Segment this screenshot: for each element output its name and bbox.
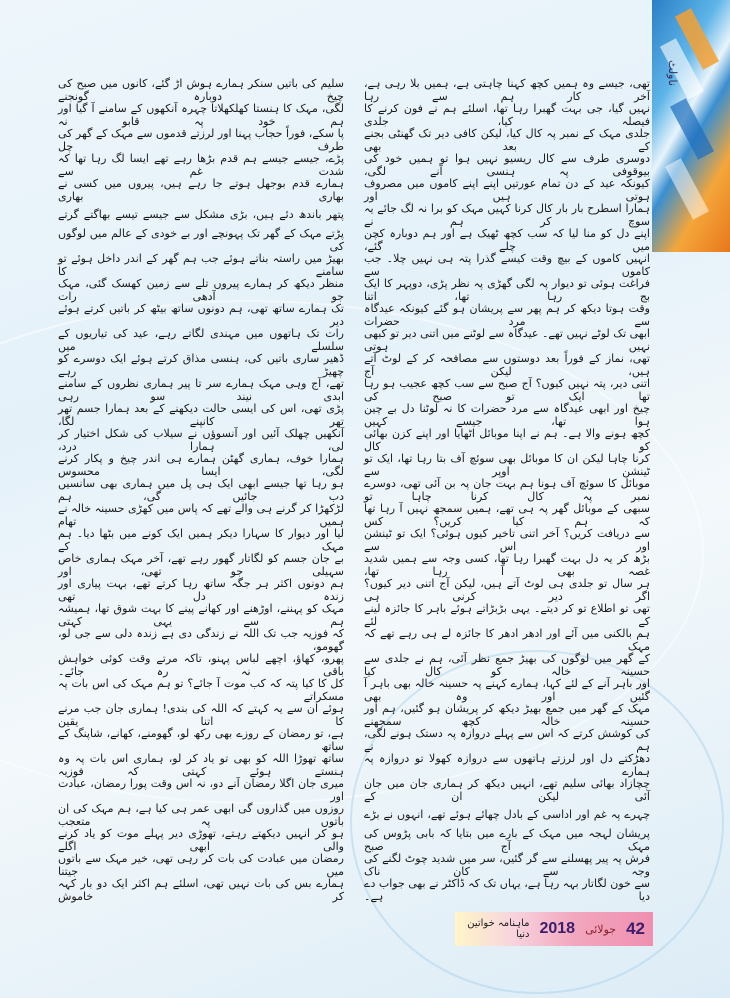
text-line: [364, 153, 650, 178]
text-line: [364, 378, 650, 403]
text-line: [58, 753, 344, 778]
text-line: [58, 603, 344, 628]
issue-year: 2018: [539, 920, 576, 937]
text-line-content: کچھ ہونے والا ہے۔ ہم نے اپنا موبائل اٹھایا اور اپنے کزن بھائی کو کال: [364, 427, 650, 453]
text-line: [58, 853, 344, 878]
text-line-content: منظر دیکھ کر ہمارے پیروں تلے سے زمین کھسک گئی، مہک جو آدھی رات: [58, 277, 344, 303]
text-line-content: ساتھ تھوڑا اللہ کو بھی تو یاد کر لو، ہماری اس بات پہ وہ ہنستے ہوئے کہتی کہ فوزیہ: [58, 752, 344, 778]
text-line: [364, 703, 650, 728]
text-line: [58, 378, 344, 403]
text-line-content: دھڑکتے دل اور لرزتے ہاتھوں سے دروازہ کھولا تو دروازہ پہ ہمارے: [364, 752, 650, 778]
text-line: [58, 278, 344, 303]
text-line: [364, 528, 650, 553]
text-line: [364, 203, 650, 228]
text-line: [364, 328, 650, 353]
text-line: [364, 253, 650, 278]
text-line: [364, 278, 650, 303]
text-line: [58, 728, 344, 753]
text-line-content: ڈھیر ساری باتیں کی، ہنسی مذاق کرتے ہوئے ایک دوسرے کو چھیڑ رہے: [58, 352, 344, 378]
text-line: [58, 828, 344, 853]
text-line: [364, 103, 650, 128]
text-line-content: کیونکہ عید کے دن تمام عورتیں اپنے اپنے کاموں میں مصروف ہوتی ہیں اور: [364, 177, 650, 203]
text-line-content: کی کوشش کرتے کہ اس سے پہلے دروازہ پہ دستک ہونے لگی، ہم نے: [364, 727, 650, 753]
text-line: [58, 128, 344, 153]
page-footer: [455, 912, 653, 946]
magazine-name: ماہنامہ خواتین دنیا: [467, 918, 530, 940]
text-line: [364, 478, 650, 503]
text-line: [364, 603, 650, 628]
text-line: [58, 203, 344, 228]
text-line: [364, 78, 650, 103]
text-line: [364, 753, 650, 778]
text-line: [58, 253, 344, 278]
text-line-content: پریشان لہجہ میں مہک کے بارے میں بتایا کہ بابی پڑوس کی مہک آج صبح: [364, 827, 650, 853]
section-label: ناولٹ: [666, 60, 679, 86]
text-line-content: پتھر باندھ دئے ہیں، بڑی مشکل سے جیسے تیسے بھاگتے گرتے: [58, 208, 344, 222]
text-line: [364, 628, 650, 653]
text-line-content: کل کا کیا پتہ کہ کب موت آ جائے؟ تو ہم مہک کی اس بات پہ مسکراتے: [58, 677, 344, 703]
text-line-content: وقت ہوتا دیکھ کر ہم پھر سے پریشان ہو گئے کیونکہ عیدگاہ سے مرد حضرات: [364, 302, 650, 328]
text-line-content: چہرے پہ غم اور اداسی کے بادل چھائے ہوئے تھے، انہوں نے بڑے: [364, 808, 650, 822]
text-line-content: پڑے، جیسے جیسے ہم قدم بڑھا رہے تھے ایسا لگ رہا تھا کہ شدت غم سے: [58, 152, 344, 178]
text-line-content: مہک کے گھر میں جمع بھیڑ دیکھ کر پریشان ہو گئیں، ہم اور حسینہ خالہ کچھ سمجھنے: [364, 702, 650, 728]
text-line: [58, 228, 344, 253]
text-line-content: اتنی دیر، پتہ نہیں کیوں؟ آج صبح سے سب کچھ عجیب ہو رہا تھا ایک تو صبح کی: [364, 377, 650, 403]
text-line-content: نہیں گیا، جی بہت گھبرا رہا تھا، اسلئے ہم نے فون کرنے کا فیصلہ کیا، جلدی: [364, 102, 650, 128]
text-line-content: ہمارا اسطرح بار بار کال کرنا کہیں مہک کو برا نہ لگ جائے یہ سوچ کر ہم نے: [364, 202, 650, 228]
text-line: [58, 778, 344, 803]
issue-month: جولائی: [585, 922, 617, 936]
text-line-content: لگی، مہک کا ہنستا کھلکھلاتا چہرہ آنکھوں کے سامنے آ گیا اور ہم خود پہ قابو نہ: [58, 102, 344, 128]
text-line-content: پڑتے مہک کے گھر تک پہونچے اور بے خودی کے عالم میں لوگوں کی: [58, 227, 344, 253]
text-line-content: بھیڑ میں راستہ بناتے ہوئے جب ہم گھر کے اندر داخل ہوئے تو سامنے کا: [58, 252, 344, 278]
text-line-content: لڑکھڑا کر گرنے ہی والے تھے کہ پاس میں کھڑی حسینہ خالہ نے ہمیں تھام: [58, 502, 344, 528]
text-line: [364, 678, 650, 703]
text-line-content: تک ہمارے ساتھ تھی، ہم دونوں ساتھ بیٹھ کر باتیں کرتے ہوئے دیر: [58, 302, 344, 328]
text-line-content: چیخ اور ابھی عیدگاہ سے مرد حضرات کا نہ لوٹنا دل بے چین ہوا تھا، جیسے کہیں: [364, 402, 650, 428]
text-line: [364, 653, 650, 678]
text-line-content: کہ فوزیہ جب تک اللہ نے زندگی دی ہے زندہ دلی سے جی لو، گھومو،: [58, 627, 344, 653]
text-line: [364, 353, 650, 378]
text-line: [364, 453, 650, 478]
text-line: [364, 803, 650, 828]
text-line: [58, 103, 344, 128]
text-line: [364, 503, 650, 528]
text-line: [58, 78, 344, 103]
text-line-content: فراغت ہوئی تو دیوار پہ لگی گھڑی پہ نظر پڑی، دوپہر کا ایک بج رہا تھا، اتنا: [364, 277, 650, 303]
text-line-content: دوسری طرف سے کال ریسیو نہیں ہوا تو ہمیں خود کی بیوقوفی پہ ہنسی آنے لگی،: [364, 152, 650, 178]
decorative-header-panel: [652, 0, 730, 252]
text-line: [364, 778, 650, 803]
text-line-content: ابھی تک لوٹے نہیں تھے۔ عیدگاہ سے لوٹنے میں اتنی دیر تو کبھی نہیں ہوتی: [364, 327, 650, 353]
text-line-content: ہوئے ان سے یہ کہتے کہ اللہ کی بندی! ہماری جان جب مرنے کا اتنا یقین: [58, 702, 344, 728]
text-line: [364, 853, 650, 878]
text-line-content: رات تک ہاتھوں میں مہندی لگاتے رہے، عید کی تیاریوں کے سلسلے میں: [58, 327, 344, 353]
text-line: [364, 728, 650, 753]
text-line: [58, 453, 344, 478]
text-line-content: پھرو، کھاؤ، اچھے لباس پہنو، تاکہ مرتے وقت کوئی خواہش باقی نہ رہ جائے۔: [58, 652, 344, 678]
text-line: [58, 478, 344, 503]
text-line-content: اور باہر آنے کے لئے کہا، ہمارے کہنے پہ حسینہ خالہ بھی باہر آ گئیں اور وہ بھی: [364, 677, 650, 703]
text-line-content: کے گھر میں لوگوں کی بھیڑ جمع نظر آئی، ہم نے جلدی سے حسینہ خالہ کو کال کیا: [364, 652, 650, 678]
text-line-content: کرنا چاہا لیکن ان کا موبائل بھی سوئچ آف بتا رہا تھا، ایک تو ٹینشن اوپر سے: [364, 452, 650, 478]
text-line: [364, 878, 650, 903]
text-line: [58, 528, 344, 553]
text-line: [58, 503, 344, 528]
text-line-content: سبھی کے موبائل گھر پہ ہی تھے، ہمیں سمجھ نہیں آ رہا تھا کہ ہم کیا کریں؟ کس: [364, 502, 650, 528]
text-line-content: تھی، نماز کے فوراً بعد دوستوں سے مصافحہ کر کے لوٹ آتے ہیں، لیکن آج: [364, 352, 650, 378]
text-line: [58, 153, 344, 178]
text-line-content: ہو رہا تھا جیسے ابھی ایک ہی پل میں ہماری بھی سانسیں دب جائیں گی، ہم: [58, 477, 344, 503]
text-line-content: فرش پہ پیر پھسلنے سے گر گئیں، سر میں شدید چوٹ لگنے کی وجہ سے کان ناک: [364, 852, 650, 878]
text-line: [58, 628, 344, 653]
text-line-content: ہمارا خوف، ہماری گھٹن ہمارے ہی اندر چیخ و پکار کرنے لگی، ایسا محسوس: [58, 452, 344, 478]
text-line-content: انہیں کاموں کے بیچ وقت کیسے گذرا پتہ ہی نہیں چلا۔ جب کاموں سے: [364, 252, 650, 278]
text-line: [58, 803, 344, 828]
text-line: [58, 178, 344, 203]
text-line-content: ہم بالکنی میں آئے اور ادھر ادھر کا جائزہ لے ہی رہے تھے کہ مہک: [364, 627, 650, 653]
text-line-content: روزوں میں گذاروں گی ابھی عمر ہی کیا ہے، ہم مہک کی ان باتوں پہ متعجب: [58, 802, 344, 828]
text-line-content: ہم دونوں اکثر ہر جگہ ساتھ رہا کرتے تھے، بہت پیاری اور زندہ دل تھی: [58, 577, 344, 603]
text-line-content: بڑھ کر یہ دل بہت گھبرا رہا تھا، کسی وجہ سے ہمیں شدید غصہ بھی آ رہا تھا،: [364, 552, 650, 578]
text-line: [58, 328, 344, 353]
text-line-content: تھی تو اطلاع تو کر دیتے۔ یہی بڑبڑاتے ہوئے باہر کا جائزہ لینے کے لئے: [364, 602, 650, 628]
text-line-content: سے دریافت کریں؟ آخر اتنی تاخیر کیوں ہوئی؟ ایک تو ٹینشن اور اس سے: [364, 527, 650, 553]
text-line-content: تھی، جیسے وہ ہمیں کچھ کہنا چاہتی ہے، ہمیں بلا رہی ہے، آخر کار ہم سے رہا: [364, 77, 650, 103]
text-line: [58, 578, 344, 603]
text-line-content: ہمارے قدم بوجھل ہوتے جا رہے ہیں، پیروں میں کسی نے بھاری بھاری: [58, 177, 344, 203]
text-line: [364, 403, 650, 428]
text-line-content: لیا اور دیوار کا سہارا دیکر ہمیں ایک کونے میں بٹھا دیا۔ ہم مہک کے: [58, 527, 344, 553]
page-number: 42: [626, 919, 645, 938]
text-line-content: پڑی تھی، اس کی ایسی حالت دیکھنے کے بعد ہمارا جسم تھر تھر کانپنے لگا،: [58, 402, 344, 428]
text-line: [58, 353, 344, 378]
text-line: [364, 428, 650, 453]
text-line-content: ہمارے بس کی بات نہیں تھی، اسلئے ہم اکثر ایک دو بار کہہ کر خاموش: [58, 877, 344, 903]
text-line-content: ہو کر انہیں دیکھتے رہتے، تھوڑی دیر پہلے موت کو یاد کرنے والی ابھی اگلے: [58, 827, 344, 853]
text-line-content: اپنے دل کو منا لیا کہ سب کچھ ٹھیک ہے اور ہم دوبارہ کچن میں چلے گئے،: [364, 227, 650, 253]
text-line-content: میری جان اگلا رمضان آنے دو، نہ اس وقت پورا رمضان، عبادت اور: [58, 777, 344, 803]
text-line-content: پا سکے، فوراً حجاب پہنا اور لرزتے قدموں سے مہک کے گھر کی طرف چل: [58, 127, 344, 153]
text-column-left: [58, 78, 344, 903]
text-line-content: بے جان جسم کو لگاتار گھور رہے تھے، آخر مہک ہماری خاص سہیلی جو تھی، اور: [58, 552, 344, 578]
text-line: [58, 553, 344, 578]
text-line: [364, 128, 650, 153]
text-line: [58, 303, 344, 328]
text-line-content: چچازاد بھائی سلیم تھے، انہیں دیکھ کر ہماری جان میں جان آئی لیکن ان کے: [364, 777, 650, 803]
text-line-content: تھے، آج وہی مہک ہمارے سر تا پیر ہماری نظروں کے سامنے ابدی نیند سو رہی: [58, 377, 344, 403]
text-line: [58, 678, 344, 703]
text-column-right: [364, 78, 650, 903]
text-line: [364, 553, 650, 578]
text-line-content: سے خون لگاتار بہہ رہا ہے، یہاں تک کہ ڈاکٹر نے بھی جواب دے دیا ہے۔: [364, 877, 650, 903]
text-line: [58, 703, 344, 728]
text-line: [58, 878, 344, 903]
text-line-content: سلیم کی باتیں سنکر ہمارے ہوش اڑ گئے، کانوں میں صبح کی چیخ دوبارہ گونجنے: [58, 77, 344, 103]
text-line-content: مہک کو پہننے، اوڑھنے اور کھانے پینے کا بہت شوق تھا، ہمیشہ ہم سے یہی کہتی: [58, 602, 344, 628]
text-line: [364, 578, 650, 603]
text-line: [364, 178, 650, 203]
text-line-content: آنکھیں چھلک آئیں اور آنسوؤں نے سیلاب کی شکل اختیار کر لی، ہمارا درد،: [58, 427, 344, 453]
text-line-content: ہر سال تو جلدی ہی لوٹ آتے ہیں، لیکن آج اتنی دیر کیوں؟ اگر دیر کرنی ہی: [364, 577, 650, 603]
text-line: [364, 303, 650, 328]
text-line: [58, 428, 344, 453]
text-line-content: جلدی مہک کے نمبر پہ کال کیا، لیکن کافی دیر تک گھنٹی بجنے کے بعد بھی: [364, 127, 650, 153]
text-line: [58, 653, 344, 678]
text-line: [364, 228, 650, 253]
text-line-content: موبائل کا سوئچ آف ہونا ہم بہت جان پہ بن آئی تھی، دوسرے نمبر پہ کال کرنا چاہا تو: [364, 477, 650, 503]
text-line: [58, 403, 344, 428]
text-line-content: رمضان میں عبادت کی بات کر رہی تھی، خیر مہک سے باتوں میں جیتنا: [58, 852, 344, 878]
text-line: [364, 828, 650, 853]
text-line-content: ہے، تو رمضان کے روزے بھی رکھ لو، گھومنے، کھانے، شاپنگ کے ساتھ: [58, 727, 344, 753]
